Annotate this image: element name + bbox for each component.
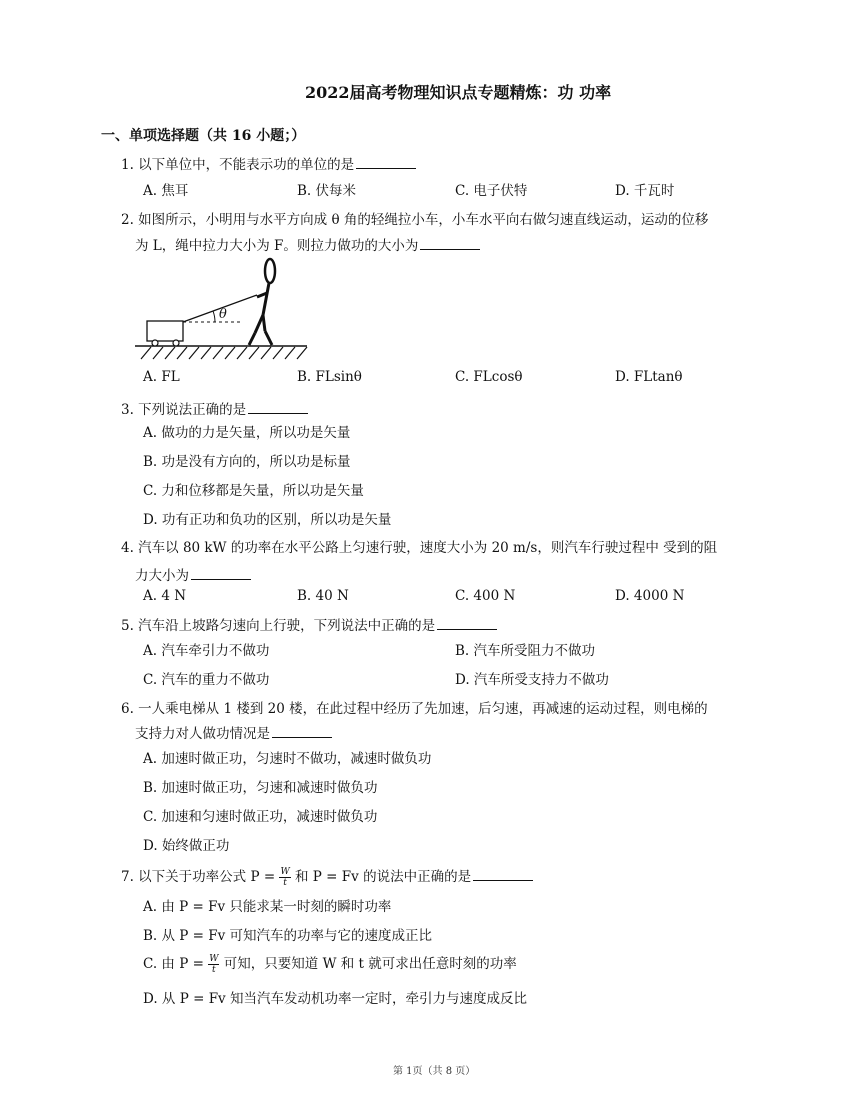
cart-rope-figure	[135, 255, 315, 360]
question-4-option-c: C. 400 N	[455, 588, 516, 604]
question-5-option-c: C. 汽车的重力不做功	[143, 672, 270, 688]
page-title: 2022届高考物理知识点专题精炼：功 功率	[305, 83, 612, 102]
question-4-stem-line2: 力大小为	[135, 564, 251, 584]
angle-arc	[213, 311, 215, 322]
answer-blank	[191, 567, 251, 580]
question-7-option-d: D. 从 P = Fv 知当汽车发动机功率一定时，牵引力与速度成反比	[143, 991, 527, 1007]
answer-blank	[248, 401, 308, 414]
question-6-stem-line1: 6. 一人乘电梯从 1 楼到 20 楼，在此过程中经历了先加速，后匀速，再减速的运动过程，则电梯的	[121, 701, 708, 717]
question-2-option-a: A. FL	[143, 369, 180, 385]
answer-blank	[272, 725, 332, 738]
question-6-option-d: D. 始终做正功	[143, 838, 230, 854]
question-4-option-a: A. 4 N	[143, 588, 187, 604]
question-3-option-b: B. 功是没有方向的，所以功是标量	[143, 454, 351, 470]
question-5-stem: 5. 汽车沿上坡路匀速向上行驶，下列说法中正确的是	[121, 614, 497, 634]
question-5-option-a: A. 汽车牵引力不做功	[143, 643, 270, 659]
ground-hatch	[141, 347, 307, 359]
answer-blank	[473, 868, 533, 881]
question-4-option-b: B. 40 N	[297, 588, 349, 604]
question-1-option-c: C. 电子伏特	[455, 183, 528, 199]
question-3-option-c: C. 力和位移都是矢量，所以功是矢量	[143, 483, 364, 499]
question-6-option-b: B. 加速时做正功，匀速和减速时做负功	[143, 780, 378, 796]
question-2-stem-line1: 2. 如图所示，小明用与水平方向成 θ 角的轻绳拉小车，小车水平向右做匀速直线运动，运动的位移	[121, 212, 709, 228]
page-footer: 第 1页（共 8 页）	[393, 1066, 476, 1077]
person-head	[265, 259, 275, 283]
cart-wheel	[152, 340, 158, 346]
angle-theta-label: θ	[219, 307, 227, 322]
person-leg	[249, 333, 255, 345]
question-3-stem: 3. 下列说法正确的是	[121, 398, 308, 418]
question-1-option-b: B. 伏每米	[297, 183, 357, 199]
cart-body	[147, 321, 183, 341]
person-leg	[265, 331, 272, 345]
question-3-option-d: D. 功有正功和负功的区别，所以功是矢量	[143, 512, 392, 528]
question-6-option-c: C. 加速和匀速时做正功，减速时做负功	[143, 809, 378, 825]
fraction-w-over-t: $\frac{W}{t}$	[209, 954, 219, 975]
question-6-stem-line2: 支持力对人做功情况是	[135, 722, 332, 742]
question-2-option-d: D. FLtanθ	[615, 369, 683, 385]
section-heading: 一、单项选择题（共 16 小题；）	[101, 128, 306, 144]
question-2-option-c: C. FLcosθ	[455, 369, 523, 385]
question-5-option-b: B. 汽车所受阻力不做功	[455, 643, 596, 659]
question-2-option-b: B. FLsinθ	[297, 369, 362, 385]
question-1-option-d: D. 千瓦时	[615, 183, 675, 199]
question-6-option-a: A. 加速时做正功，匀速时不做功，减速时做负功	[143, 751, 432, 767]
question-3-option-a: A. 做功的力是矢量，所以功是矢量	[143, 425, 351, 441]
question-2-stem-line2: 为 L，绳中拉力大小为 F。则拉力做功的大小为	[135, 234, 480, 254]
question-4-option-d: D. 4000 N	[615, 588, 685, 604]
question-1-option-a: A. 焦耳	[143, 183, 189, 199]
question-4-stem-line1: 4. 汽车以 80 kW 的功率在水平公路上匀速行驶，速度大小为 20 m/s，则汽车行驶过程中 受到的阻	[121, 540, 718, 556]
answer-blank	[420, 237, 480, 250]
fraction-w-over-t: $\frac{W}{t}$	[280, 867, 290, 888]
question-7-option-b: B. 从 P = Fv 可知汽车的功率与它的速度成正比	[143, 928, 433, 944]
question-1-stem: 1. 以下单位中，不能表示功的单位的是	[121, 153, 416, 173]
question-7-stem: 7. 以下关于功率公式 P = $\frac{W}{t}$ 和 P = Fv 的说法中正确的是	[121, 865, 533, 888]
question-7-option-c: C. 由 P = $\frac{W}{t}$ 可知，只要知道 W 和 t 就可求出任意时刻的功率	[143, 954, 517, 975]
question-7-option-a: A. 由 P = Fv 只能求某一时刻的瞬时功率	[143, 899, 392, 915]
answer-blank	[356, 156, 416, 169]
cart-wheel	[173, 340, 179, 346]
question-5-option-d: D. 汽车所受支持力不做功	[455, 672, 609, 688]
answer-blank	[437, 617, 497, 630]
person-body	[263, 283, 269, 315]
